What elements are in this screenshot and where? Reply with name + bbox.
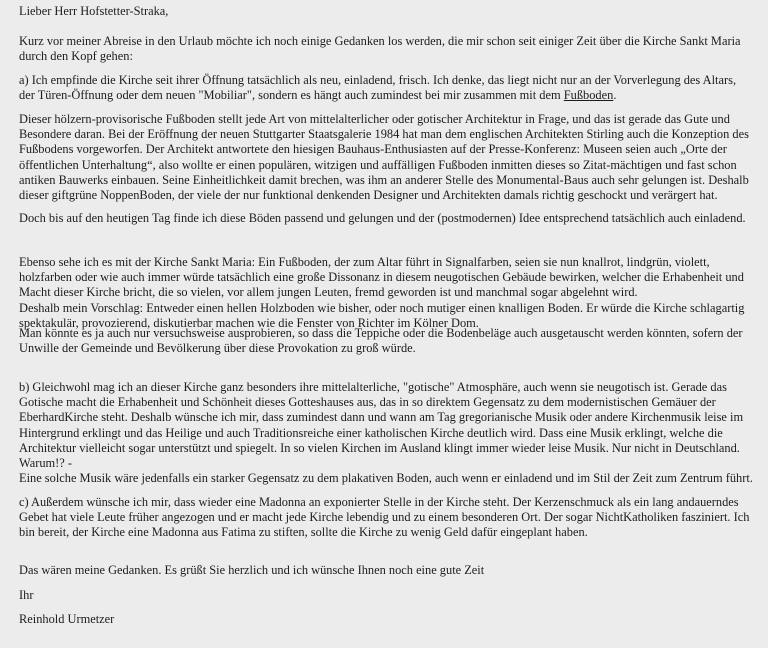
paragraph-floor: Dieser hölzern-provisorische Fußboden stellt jede Art von mittelalterlicher oder gotischer Architektur in Frage, und das ist gerade das Gute und Besondere daran. Bei der Eröffnung der neuen Stuttgarter Staatsgalerie 1984 hat man dem englischen Architekten Stirling auch die Konzeption des Fußbodens vorgeworfen. Der Architekt antwortete den hiesigen Bauhaus-Enthusiasten auf der Presse-Konferenz: Museen seien auch „Orte der öffentlichen Unterhaltung“, also wollte er einen populären, witzigen und auffälligen Fußboden inmitten dieses so Zitat-mächtigen und fast schon antiken Bauwerks einbauen. Seine Einheitlichkeit damit brechen, was ihm an anderer Stelle des Monumental-Baus auch sehr gelungen ist. Deshalb dieser giftgrüne NoppenBoden, der viele der nur funktional denkenden Designer und Architekten damals richtig geschockt und verärgert hat. <box>19 112 749 203</box>
intro-paragraph: Kurz vor meiner Abreise in den Urlaub möchte ich noch einige Gedanken los werden, die mir schon seit einiger Zeit über die Kirche Sankt Maria durch den Kopf gehen: <box>19 34 741 64</box>
paragraph-b: b) Gleichwohl mag ich an dieser Kirche ganz besonders ihre mittelalterliche, "gotische" Atmosphäre, auch wenn sie neugotisch ist. Gerade das Gotische macht die Erhabenheit und Schönheit dieses Gotteshauses aus, das in so direktem Gegensatz zu dem modernistischen Gemäuer der EberhardKirche steht. Deshalb wünsche ich mir, dass zumindest dann und wann am Tag gregorianische Musik oder andere Kirchenmusik leise im Hintergrund erklingt und das Heilige und auch Traditionsreiche einer katholischen Kirche deutlich wird. Dass eine Musik erklingt, welche die Architektur vielleicht sogar unterstützt und spiegelt. In so vielen Kirchen im Ausland klingt immer wieder leise Musik. Nur nicht in Deutschland. Warum!? - Eine solche Musik wäre jedenfalls ein starker Gegensatz zu dem plakativen Boden, auch wenn er einladend und im Stil der Zeit zum Zentrum führt. <box>19 380 753 486</box>
paragraph-try: Man könnte es ja auch nur versuchsweise ausprobieren, so dass die Teppiche oder die Bodenbeläge auch ausgetauscht werden könnten, sofern der Unwille der Gemeinde und Bevölkerung über diese Provokation zu groß würde. <box>19 326 743 356</box>
paragraph-today: Doch bis auf den heutigen Tag finde ich diese Böden passend und gelungen und der (postmodernen) Idee entsprechend tatsächlich auch einladend. <box>19 211 746 225</box>
paragraph-c: c) Außerdem wünsche ich mir, dass wieder eine Madonna an exponierter Stelle in der Kirche steht. Der Kerzenschmuck als ein lang andauerndes Gebet hat viele Leute früher angezogen und er macht jede Kirche lebendig und zu einem besonderen Ort. Der sogar NichtKatholiken fasziniert. Ich bin bereit, der Kirche eine Madonna aus Fatima zu stiften, sollte die Kirche zu wenig Geld dafür eingeplant haben. <box>19 495 750 540</box>
paragraph-a: a) Ich empfinde die Kirche seit ihrer Öffnung tatsächlich als neu, einladend, frisch. Ich denke, das liegt nicht nur an der Vorverlegung des Altars, der Türen-Öffnung oder dem neuen "Mobiliar", sondern es hängt auch zumindest bei mir zusammen mit dem Fußboden. <box>19 73 737 103</box>
closing: Das wären meine Gedanken. Es grüßt Sie herzlich und ich wünsche Ihnen noch eine gute Zeit <box>19 563 485 577</box>
salutation: Lieber Herr Hofstetter-Straka, <box>19 4 169 18</box>
paragraph-signal-colors: Ebenso sehe ich es mit der Kirche Sankt Maria: Ein Fußboden, der zum Altar führt in Signalfarben, seien sie nun knallrot, lindgrün, violett, holzfarben oder wie auch immer würde tatsächlich eine große Dissonanz in diesem neugotischen Gebäude bewirken, welcher die Erhabenheit und Macht dieser Kirche bricht, die so vielen, vor allem jungen Leuten, fremd geworden ist und manchmal sogar abgelehnt wird. Deshalb mein Vorschlag: Entweder einen hellen Holzboden wie bisher, oder noch mutiger einen knalligen Boden. Er würde die Kirche schlagartig spektakulär, provozierend, diskutierbar machen wie die Fenster von Richter im Kölner Dom. <box>19 255 745 330</box>
underlined-fussboden: Fußboden <box>563 88 614 103</box>
valediction: Ihr <box>19 588 34 602</box>
signature: Reinhold Urmetzer <box>19 612 115 626</box>
